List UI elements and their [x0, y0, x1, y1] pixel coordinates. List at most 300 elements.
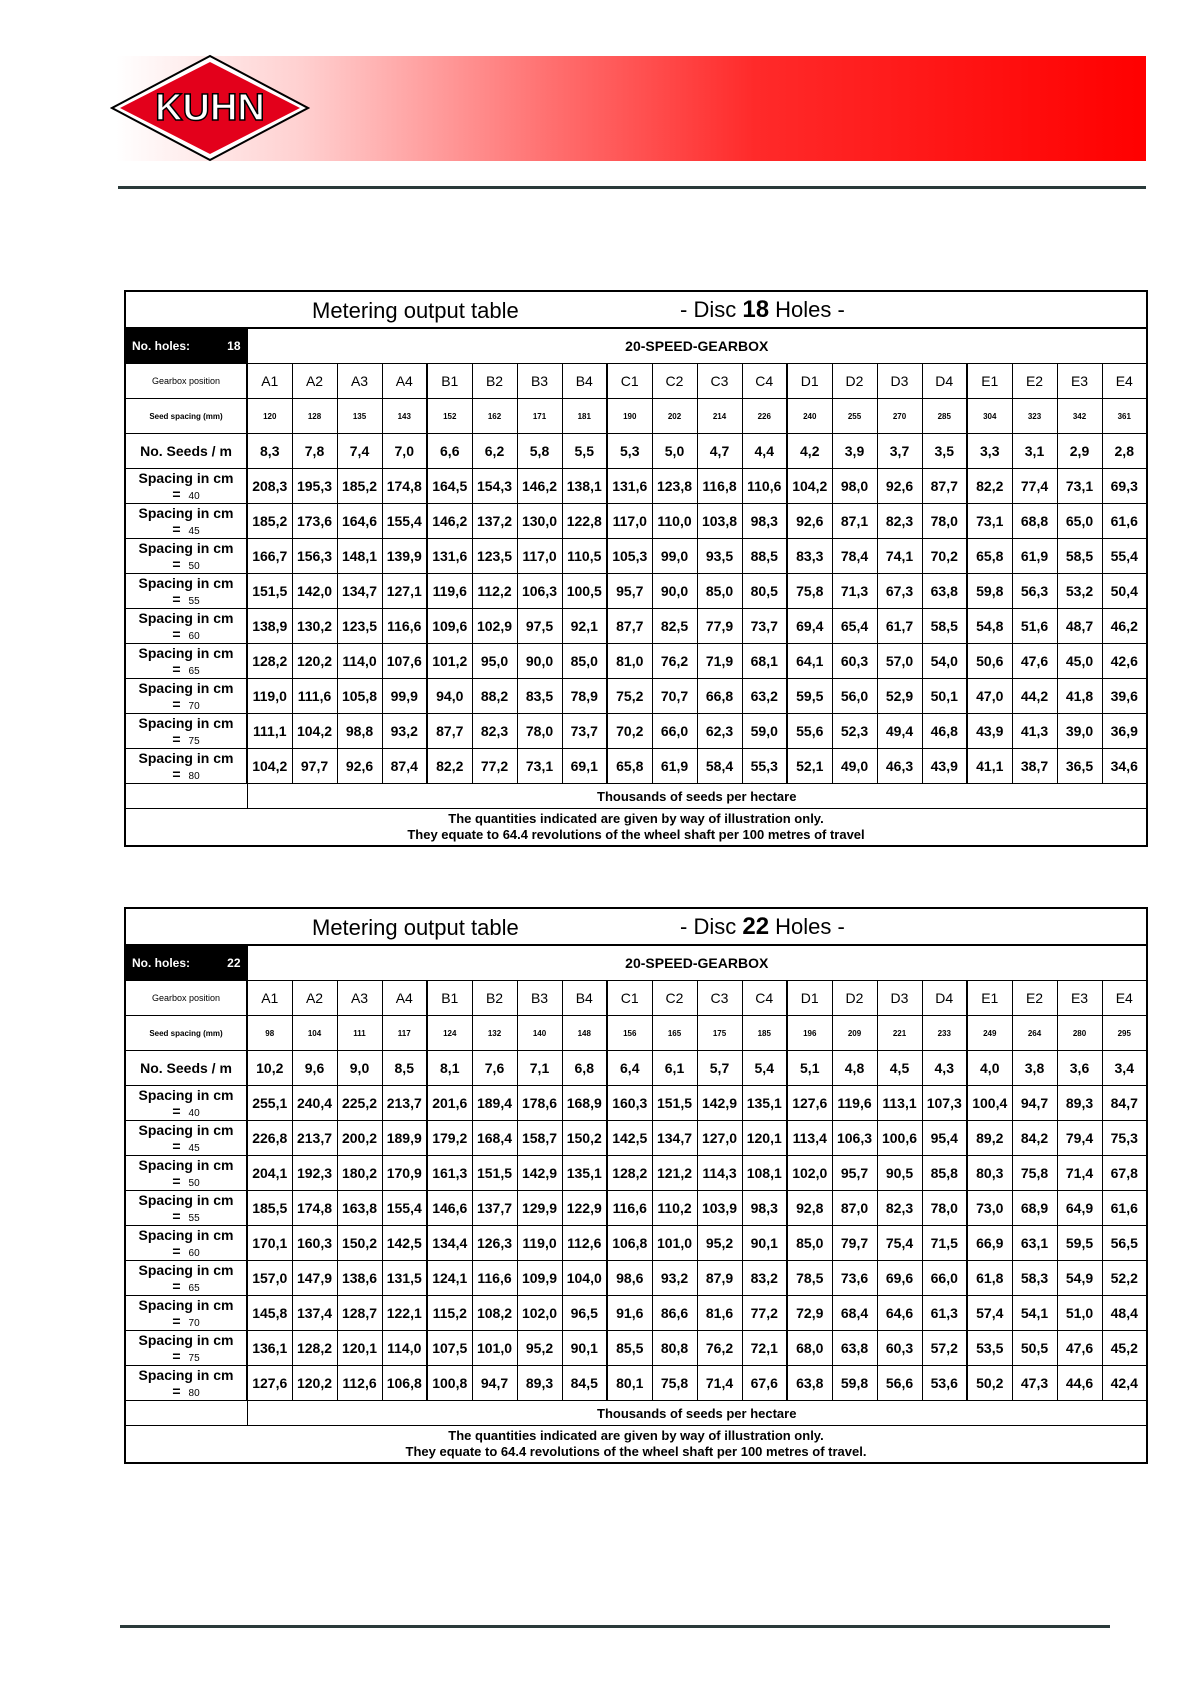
- table-cell: 128,7: [337, 1296, 382, 1331]
- table-cell: 46,3: [877, 749, 922, 784]
- seed-spacing-value: 214: [697, 399, 742, 434]
- table-cell: 135,1: [562, 1156, 607, 1191]
- disc-prefix: - Disc: [680, 914, 737, 939]
- seeds-per-m-value: 5,4: [742, 1051, 787, 1086]
- table-cell: 119,0: [517, 1226, 562, 1261]
- row-label-cell: [125, 1366, 247, 1401]
- table-cell: 106,3: [517, 574, 562, 609]
- seed-spacing-value: 128: [292, 399, 337, 434]
- no-holes-label: No. holes:: [132, 339, 191, 353]
- footer-rule: [120, 1625, 1110, 1628]
- row-label: Spacing in cm =: [138, 1367, 234, 1399]
- table-cell: 127,6: [787, 1086, 832, 1121]
- table-cell: 65,8: [967, 539, 1012, 574]
- table-cell: 110,0: [652, 504, 697, 539]
- row-label: Spacing in cm =: [138, 750, 234, 782]
- gearbox-position: A1: [247, 981, 292, 1016]
- table-cell: 61,7: [877, 609, 922, 644]
- row-spacing-value: 80: [188, 771, 200, 782]
- seed-spacing-value: 190: [607, 399, 652, 434]
- seeds-per-m-value: 4,7: [697, 434, 742, 469]
- units-blank: [125, 1401, 247, 1426]
- gearbox-position: A2: [292, 364, 337, 399]
- table-cell: 174,8: [292, 1191, 337, 1226]
- table-cell: 76,2: [652, 644, 697, 679]
- table-cell: 72,9: [787, 1296, 832, 1331]
- seed-spacing-value: 323: [1012, 399, 1057, 434]
- table-cell: 87,9: [697, 1261, 742, 1296]
- table-cell: 73,7: [742, 609, 787, 644]
- table-cell: 111,6: [292, 679, 337, 714]
- table-cell: 61,3: [922, 1296, 967, 1331]
- table-row: [125, 1191, 1147, 1226]
- table-cell: 119,0: [247, 679, 292, 714]
- gearbox-position: D2: [832, 981, 877, 1016]
- table-row: [125, 539, 1147, 574]
- table-cell: 134,7: [337, 574, 382, 609]
- note-line-2: They equate to 64.4 revolutions of the wheel shaft per 100 metres of travel.: [405, 1444, 867, 1459]
- seeds-per-m-value: 7,1: [517, 1051, 562, 1086]
- table-cell: 142,0: [292, 574, 337, 609]
- table-cell: 189,9: [382, 1121, 427, 1156]
- seed-spacing-value: 295: [1102, 1016, 1147, 1051]
- table-cell: 142,5: [382, 1226, 427, 1261]
- table-cell: 77,9: [697, 609, 742, 644]
- table-cell: 62,3: [697, 714, 742, 749]
- row-label-cell: [125, 574, 247, 609]
- table-cell: 154,3: [472, 469, 517, 504]
- seed-spacing-value: 196: [787, 1016, 832, 1051]
- gearbox-position: E4: [1102, 981, 1147, 1016]
- row-label: Spacing in cm =: [138, 505, 234, 537]
- table-cell: 61,6: [1102, 504, 1147, 539]
- table-cell: 73,6: [832, 1261, 877, 1296]
- row-label: Spacing in cm =: [138, 715, 234, 747]
- seeds-per-m-value: 4,0: [967, 1051, 1012, 1086]
- table-cell: 112,6: [562, 1226, 607, 1261]
- table-cell: 101,2: [427, 644, 472, 679]
- row-label: Spacing in cm =: [138, 1122, 234, 1154]
- table-cell: 107,5: [427, 1331, 472, 1366]
- no-holes-cell: [125, 328, 247, 364]
- gearbox-position: E1: [967, 364, 1012, 399]
- table-cell: 92,6: [787, 504, 832, 539]
- table-cell: 46,8: [922, 714, 967, 749]
- row-spacing-value: 60: [188, 631, 200, 642]
- gearbox-position: C4: [742, 981, 787, 1016]
- table-cell: 44,2: [1012, 679, 1057, 714]
- row-label-cell: [125, 714, 247, 749]
- seed-spacing-value: 221: [877, 1016, 922, 1051]
- gearbox-position: B2: [472, 981, 517, 1016]
- seeds-per-m-value: 7,8: [292, 434, 337, 469]
- row-label: Spacing in cm =: [138, 1192, 234, 1224]
- seed-spacing-value: 132: [472, 1016, 517, 1051]
- table-cell: 74,1: [877, 539, 922, 574]
- table-cell: 146,2: [517, 469, 562, 504]
- table-cell: 73,7: [562, 714, 607, 749]
- seed-spacing-value: 98: [247, 1016, 292, 1051]
- metering-table-22: [124, 907, 1148, 1464]
- table-row: [125, 504, 1147, 539]
- gearbox-position: C2: [652, 981, 697, 1016]
- table-cell: 170,1: [247, 1226, 292, 1261]
- seed-spacing-label: Seed spacing (mm): [125, 399, 247, 434]
- seed-spacing-value: 156: [607, 1016, 652, 1051]
- seeds-per-m-value: 2,9: [1057, 434, 1102, 469]
- table-cell: 173,6: [292, 504, 337, 539]
- table-cell: 44,6: [1057, 1366, 1102, 1401]
- gearbox-position: B1: [427, 364, 472, 399]
- gearbox-position: B2: [472, 364, 517, 399]
- table-cell: 97,5: [517, 609, 562, 644]
- table-cell: 122,1: [382, 1296, 427, 1331]
- seeds-per-m-value: 3,5: [922, 434, 967, 469]
- no-holes-label: No. holes:: [132, 956, 191, 970]
- seed-spacing-value: 226: [742, 399, 787, 434]
- table-cell: 53,2: [1057, 574, 1102, 609]
- table-cell: 106,8: [607, 1226, 652, 1261]
- table-cell: 151,5: [652, 1086, 697, 1121]
- table-cell: 108,2: [472, 1296, 517, 1331]
- table-cell: 43,9: [967, 714, 1012, 749]
- table-cell: 82,5: [652, 609, 697, 644]
- table-cell: 127,0: [697, 1121, 742, 1156]
- table-cell: 164,6: [337, 504, 382, 539]
- seed-spacing-value: 304: [967, 399, 1012, 434]
- table-cell: 158,7: [517, 1121, 562, 1156]
- table-cell: 57,4: [967, 1296, 1012, 1331]
- row-label: Spacing in cm =: [138, 645, 234, 677]
- row-spacing-value: 50: [188, 1178, 200, 1189]
- table-cell: 124,1: [427, 1261, 472, 1296]
- seeds-per-m-value: 5,5: [562, 434, 607, 469]
- table-cell: 113,1: [877, 1086, 922, 1121]
- row-label: Spacing in cm =: [138, 470, 234, 502]
- table-cell: 68,4: [832, 1296, 877, 1331]
- table-title-bar: [125, 291, 1147, 328]
- table-cell: 67,8: [1102, 1156, 1147, 1191]
- table-cell: 123,5: [337, 609, 382, 644]
- gearbox-position: E1: [967, 981, 1012, 1016]
- table-cell: 109,9: [517, 1261, 562, 1296]
- table-cell: 65,0: [1057, 504, 1102, 539]
- table-cell: 112,6: [337, 1366, 382, 1401]
- table-cell: 97,7: [292, 749, 337, 784]
- row-label-cell: [125, 679, 247, 714]
- table-cell: 83,3: [787, 539, 832, 574]
- seeds-per-m-value: 7,0: [382, 434, 427, 469]
- table-cell: 104,2: [247, 749, 292, 784]
- table-cell: 128,2: [607, 1156, 652, 1191]
- row-spacing-value: 45: [188, 526, 200, 537]
- table-cell: 170,9: [382, 1156, 427, 1191]
- table-cell: 139,9: [382, 539, 427, 574]
- table-cell: 109,6: [427, 609, 472, 644]
- table-cell: 48,7: [1057, 609, 1102, 644]
- table-cell: 213,7: [382, 1086, 427, 1121]
- table-cell: 77,2: [472, 749, 517, 784]
- seed-spacing-value: 264: [1012, 1016, 1057, 1051]
- row-label-cell: [125, 1226, 247, 1261]
- row-spacing-value: 45: [188, 1143, 200, 1154]
- row-spacing-value: 50: [188, 561, 200, 572]
- table-cell: 145,8: [247, 1296, 292, 1331]
- table-cell: 85,0: [562, 644, 607, 679]
- row-spacing-value: 60: [188, 1248, 200, 1259]
- table-cell: 63,8: [787, 1366, 832, 1401]
- table-cell: 56,5: [1102, 1226, 1147, 1261]
- seed-spacing-value: 255: [832, 399, 877, 434]
- table-cell: 73,1: [1057, 469, 1102, 504]
- seeds-per-m-value: 3,6: [1057, 1051, 1102, 1086]
- table-cell: 78,5: [787, 1261, 832, 1296]
- table-cell: 101,0: [652, 1226, 697, 1261]
- table-cell: 63,8: [832, 1331, 877, 1366]
- table-cell: 110,2: [652, 1191, 697, 1226]
- table-cell: 155,4: [382, 504, 427, 539]
- table-row: [125, 749, 1147, 784]
- gearbox-position: A1: [247, 364, 292, 399]
- table-cell: 69,4: [787, 609, 832, 644]
- table-cell: 93,2: [652, 1261, 697, 1296]
- table-cell: 87,1: [832, 504, 877, 539]
- row-spacing-value: 65: [188, 666, 200, 677]
- table-row: [125, 1156, 1147, 1191]
- row-label-cell: [125, 504, 247, 539]
- row-label: Spacing in cm =: [138, 1262, 234, 1294]
- table-cell: 160,3: [607, 1086, 652, 1121]
- note-line-2: They equate to 64.4 revolutions of the wheel shaft per 100 metres of travel: [407, 827, 865, 842]
- table-cell: 81,6: [697, 1296, 742, 1331]
- table-cell: 87,0: [832, 1191, 877, 1226]
- table-cell: 108,1: [742, 1156, 787, 1191]
- table-cell: 137,4: [292, 1296, 337, 1331]
- table-cell: 80,3: [967, 1156, 1012, 1191]
- table-cell: 45,2: [1102, 1331, 1147, 1366]
- table-cell: 208,3: [247, 469, 292, 504]
- table-cell: 92,6: [337, 749, 382, 784]
- units-label: Thousands of seeds per hectare: [247, 1401, 1147, 1426]
- table-cell: 146,6: [427, 1191, 472, 1226]
- table-cell: 131,6: [427, 539, 472, 574]
- gearbox-position: A3: [337, 981, 382, 1016]
- table-cell: 71,3: [832, 574, 877, 609]
- table-cell: 87,7: [607, 609, 652, 644]
- seed-spacing-value: 361: [1102, 399, 1147, 434]
- table-cell: 41,1: [967, 749, 1012, 784]
- seeds-per-m-value: 4,2: [787, 434, 832, 469]
- gearbox-position: C1: [607, 981, 652, 1016]
- seed-spacing-value: 111: [337, 1016, 382, 1051]
- row-spacing-value: 75: [188, 1353, 200, 1364]
- seeds-per-m-value: 5,1: [787, 1051, 832, 1086]
- seed-spacing-value: 152: [427, 399, 472, 434]
- table-cell: 47,3: [1012, 1366, 1057, 1401]
- table-row: [125, 1226, 1147, 1261]
- table-cell: 73,1: [967, 504, 1012, 539]
- gearbox-position: E3: [1057, 981, 1102, 1016]
- seeds-per-m-value: 9,0: [337, 1051, 382, 1086]
- table-cell: 71,9: [697, 644, 742, 679]
- table-cell: 94,7: [472, 1366, 517, 1401]
- table-cell: 64,9: [1057, 1191, 1102, 1226]
- table-row: [125, 1366, 1147, 1401]
- no-holes-cell: [125, 945, 247, 981]
- table-cell: 90,5: [877, 1156, 922, 1191]
- table-cell: 213,7: [292, 1121, 337, 1156]
- row-label-cell: [125, 609, 247, 644]
- table-cell: 59,5: [1057, 1226, 1102, 1261]
- gearbox-title: 20-SPEED-GEARBOX: [247, 945, 1147, 981]
- table-cell: 42,4: [1102, 1366, 1147, 1401]
- gearbox-position: B1: [427, 981, 472, 1016]
- seed-spacing-value: 175: [697, 1016, 742, 1051]
- table-cell: 122,8: [562, 504, 607, 539]
- table-cell: 95,7: [832, 1156, 877, 1191]
- seeds-per-m-value: 6,8: [562, 1051, 607, 1086]
- table-cell: 116,8: [697, 469, 742, 504]
- table-cell: 100,8: [427, 1366, 472, 1401]
- table-cell: 155,4: [382, 1191, 427, 1226]
- table-cell: 49,0: [832, 749, 877, 784]
- table-cell: 75,8: [787, 574, 832, 609]
- table-cell: 55,4: [1102, 539, 1147, 574]
- note-line-1: The quantities indicated are given by way of illustration only.: [448, 1428, 824, 1443]
- gearbox-position: B3: [517, 981, 562, 1016]
- table-cell: 60,3: [832, 644, 877, 679]
- table-cell: 166,7: [247, 539, 292, 574]
- gearbox-position-label: Gearbox position: [125, 364, 247, 399]
- row-spacing-value: 80: [188, 1388, 200, 1399]
- table-cell: 92,1: [562, 609, 607, 644]
- seed-spacing-value: 285: [922, 399, 967, 434]
- disc-holes-number: 18: [742, 296, 770, 323]
- table-cell: 204,1: [247, 1156, 292, 1191]
- row-spacing-value: 70: [188, 1318, 200, 1329]
- table-cell: 226,8: [247, 1121, 292, 1156]
- seeds-per-m-value: 3,8: [1012, 1051, 1057, 1086]
- seed-spacing-value: 140: [517, 1016, 562, 1051]
- table-cell: 107,3: [922, 1086, 967, 1121]
- table-cell: 71,5: [922, 1226, 967, 1261]
- table-cell: 72,1: [742, 1331, 787, 1366]
- seed-spacing-value: 202: [652, 399, 697, 434]
- table-cell: 104,0: [562, 1261, 607, 1296]
- table-cell: 51,0: [1057, 1296, 1102, 1331]
- disc-holes-suffix: Holes -: [775, 297, 845, 322]
- gearbox-position: B4: [562, 981, 607, 1016]
- table-cell: 102,0: [517, 1296, 562, 1331]
- table-cell: 36,5: [1057, 749, 1102, 784]
- table-cell: 59,8: [967, 574, 1012, 609]
- table-cell: 66,0: [652, 714, 697, 749]
- row-label: Spacing in cm =: [138, 575, 234, 607]
- table-cell: 57,2: [922, 1331, 967, 1366]
- header-rule: [118, 186, 1146, 189]
- seed-spacing-value: 342: [1057, 399, 1102, 434]
- table-cell: 58,5: [1057, 539, 1102, 574]
- table-cell: 63,8: [922, 574, 967, 609]
- seed-spacing-value: 104: [292, 1016, 337, 1051]
- seeds-per-m-value: 5,8: [517, 434, 562, 469]
- table-cell: 90,1: [742, 1226, 787, 1261]
- table-cell: 71,4: [1057, 1156, 1102, 1191]
- seed-spacing-value: 209: [832, 1016, 877, 1051]
- table-cell: 68,9: [1012, 1191, 1057, 1226]
- table-cell: 134,7: [652, 1121, 697, 1156]
- table-cell: 58,4: [697, 749, 742, 784]
- seed-spacing-value: 280: [1057, 1016, 1102, 1051]
- table-cell: 78,0: [922, 1191, 967, 1226]
- table-cell: 57,0: [877, 644, 922, 679]
- table-cell: 107,6: [382, 644, 427, 679]
- table-cell: 160,3: [292, 1226, 337, 1261]
- gearbox-position-label: Gearbox position: [125, 981, 247, 1016]
- seeds-per-m-value: 9,6: [292, 1051, 337, 1086]
- table-cell: 89,3: [1057, 1086, 1102, 1121]
- table-cell: 101,0: [472, 1331, 517, 1366]
- gearbox-position: C4: [742, 364, 787, 399]
- table-cell: 114,3: [697, 1156, 742, 1191]
- table-cell: 82,3: [877, 1191, 922, 1226]
- table-cell: 86,6: [652, 1296, 697, 1331]
- table-cell: 121,2: [652, 1156, 697, 1191]
- table-cell: 39,6: [1102, 679, 1147, 714]
- table-cell: 117,0: [517, 539, 562, 574]
- table-cell: 164,5: [427, 469, 472, 504]
- table-cell: 95,7: [607, 574, 652, 609]
- table-cell: 134,4: [427, 1226, 472, 1261]
- table-cell: 127,1: [382, 574, 427, 609]
- gearbox-position: A2: [292, 981, 337, 1016]
- table-cell: 39,0: [1057, 714, 1102, 749]
- table-row: [125, 609, 1147, 644]
- table-cell: 85,0: [787, 1226, 832, 1261]
- no-holes-value: 22: [227, 956, 241, 970]
- table-cell: 110,5: [562, 539, 607, 574]
- gearbox-position: E3: [1057, 364, 1102, 399]
- table-cell: 111,1: [247, 714, 292, 749]
- seeds-per-m-value: 6,4: [607, 1051, 652, 1086]
- table-cell: 137,2: [472, 504, 517, 539]
- table-cell: 102,0: [787, 1156, 832, 1191]
- table-cell: 157,0: [247, 1261, 292, 1296]
- table-cell: 123,5: [472, 539, 517, 574]
- table-cell: 50,1: [922, 679, 967, 714]
- gearbox-position: D2: [832, 364, 877, 399]
- table-cell: 52,3: [832, 714, 877, 749]
- table-cell: 80,5: [742, 574, 787, 609]
- seeds-per-m-value: 8,3: [247, 434, 292, 469]
- table-cell: 98,3: [742, 504, 787, 539]
- row-label: Spacing in cm =: [138, 1332, 234, 1364]
- table-row: [125, 1261, 1147, 1296]
- table-cell: 89,3: [517, 1366, 562, 1401]
- seed-spacing-value: 148: [562, 1016, 607, 1051]
- gearbox-position: D4: [922, 981, 967, 1016]
- table-cell: 78,9: [562, 679, 607, 714]
- table-cell: 82,3: [472, 714, 517, 749]
- table-row: [125, 469, 1147, 504]
- units-blank: [125, 784, 247, 809]
- table-cell: 68,8: [1012, 504, 1057, 539]
- table-cell: 46,2: [1102, 609, 1147, 644]
- seed-spacing-value: 162: [472, 399, 517, 434]
- table-cell: 83,2: [742, 1261, 787, 1296]
- table-cell: 151,5: [247, 574, 292, 609]
- table-cell: 87,7: [922, 469, 967, 504]
